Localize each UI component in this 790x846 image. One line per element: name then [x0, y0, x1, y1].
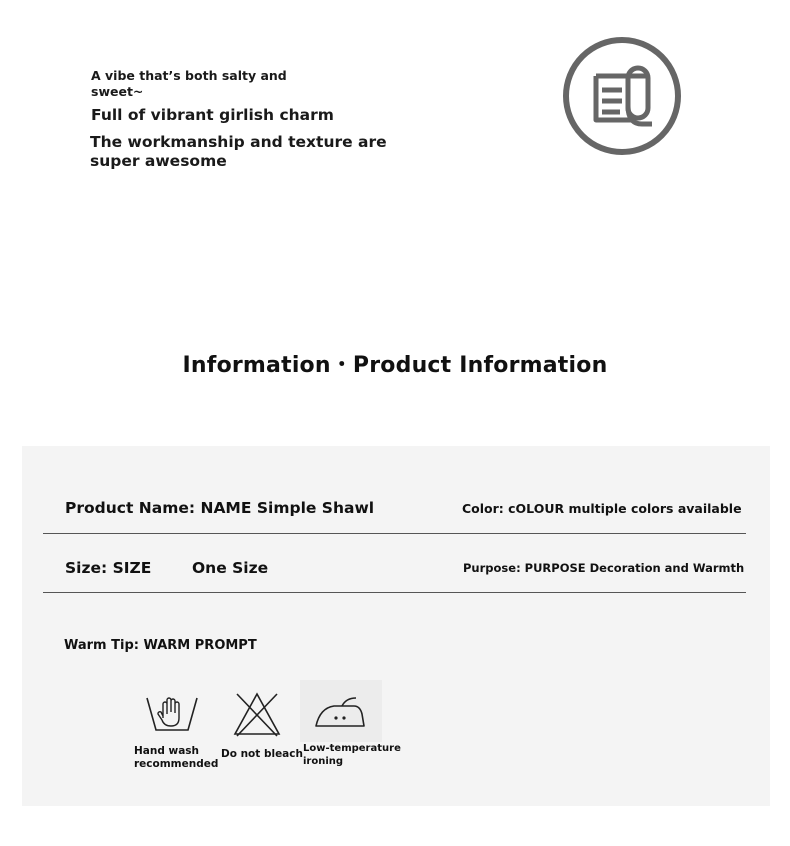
tagline-salty-sweet: A vibe that’s both salty and sweet~ — [91, 68, 287, 99]
product-purpose: Purpose: PURPOSE Decoration and Warmth — [463, 561, 745, 575]
document-scroll-icon — [562, 36, 682, 156]
divider — [43, 592, 746, 593]
care-label-line: Do not bleach — [221, 748, 303, 760]
divider — [43, 533, 746, 534]
care-label-line: recommended — [134, 758, 219, 770]
hand-wash-icon — [144, 690, 200, 740]
tagline-workmanship: The workmanship and texture are super awesome — [90, 133, 387, 170]
product-size-value: One Size — [192, 559, 269, 577]
care-label-line: ironing — [303, 755, 344, 767]
low-temperature-iron-icon — [312, 690, 370, 740]
care-label-iron — [303, 743, 401, 768]
care-label-no-bleach — [221, 748, 303, 761]
section-title: Information・Product Information — [182, 353, 608, 378]
care-label-line: Low-temperature — [303, 743, 401, 754]
do-not-bleach-icon — [229, 690, 285, 740]
care-label-line: Hand wash — [134, 745, 200, 757]
warm-tip: Warm Tip: WARM PROMPT — [64, 638, 257, 653]
product-color: Color: cOLOUR multiple colors available — [462, 501, 742, 516]
product-size-label: Size: SIZE — [65, 559, 152, 577]
product-name: Product Name: NAME Simple Shawl — [65, 499, 375, 517]
tagline-girlish-charm: Full of vibrant girlish charm — [91, 106, 334, 124]
care-label-hand-wash — [134, 745, 218, 771]
